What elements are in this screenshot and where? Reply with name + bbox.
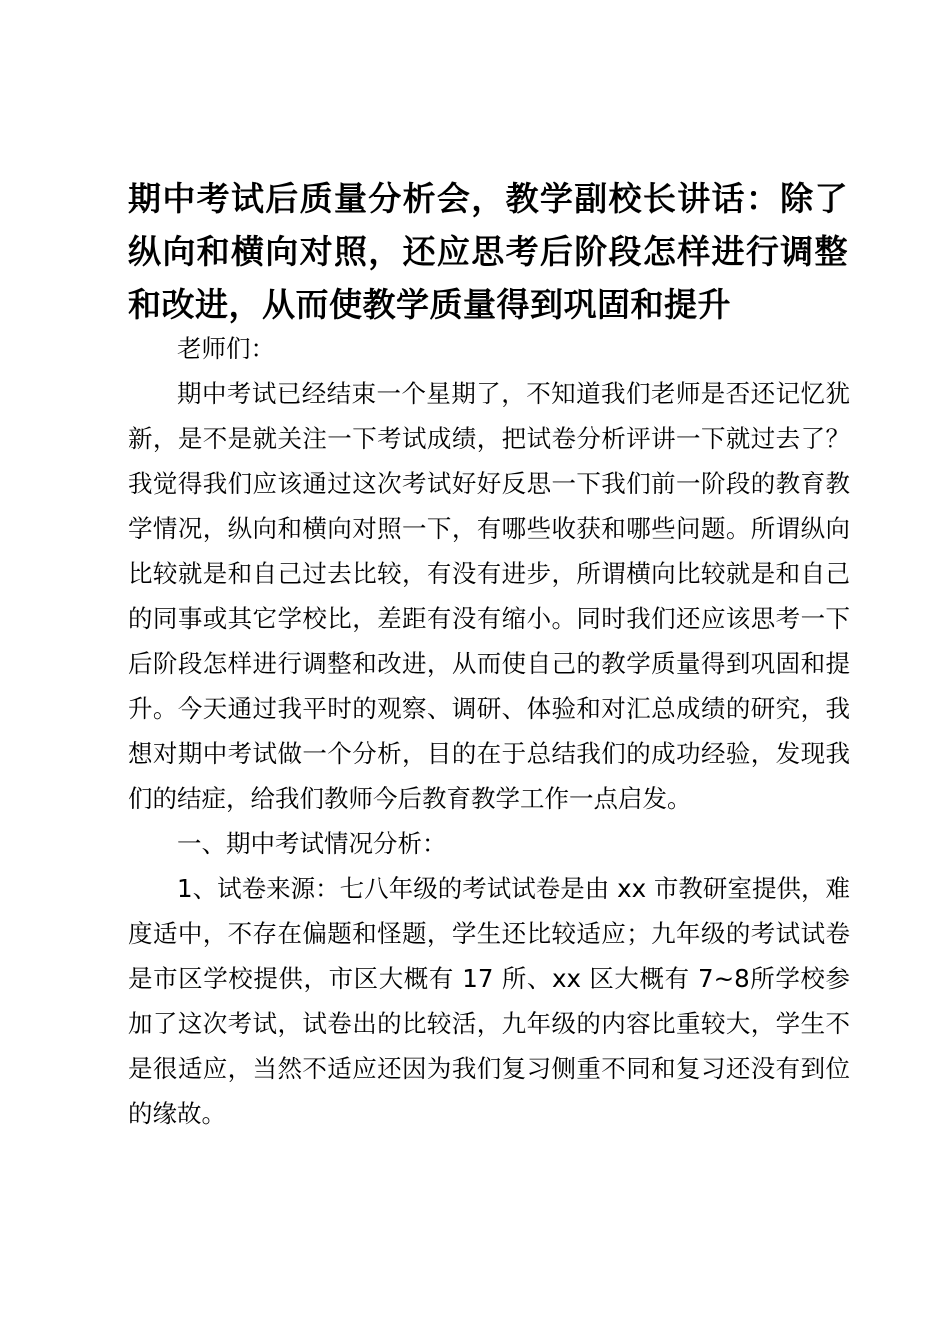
section-heading: 一、期中考试情况分析：	[177, 829, 447, 858]
salutation: 老师们：	[177, 334, 275, 363]
document-body	[128, 326, 850, 1136]
paragraph-exam-source: 1、试卷来源：七八年级的考试试卷是由 xx 市教研室提供，难度适中，不存在偏题和怪题，学生还比较适应；九年级的考试试卷是市区学校提供，市区大概有 17 所、xx 区大概有 7~8所学校参加了这次考试，试卷出的比较活，九年级的内容比重较大，学生不是很适应，当然不适应还因为我们复习侧重不同和复习还没有到位的缘故。	[128, 874, 850, 1128]
document-title: 期中考试后质量分析会，教学副校长讲话：除了纵向和横向对照，还应思考后阶段怎样进行调整和改进，从而使教学质量得到巩固和提升	[128, 179, 848, 324]
paragraph-intro: 期中考试已经结束一个星期了，不知道我们老师是否还记忆犹新，是不是就关注一下考试成绩，把试卷分析评讲一下就过去了？我觉得我们应该通过这次考试好好反思一下我们前一阶段的教育教学情况，纵向和横向对照一下，有哪些收获和哪些问题。所谓纵向比较就是和自己过去比较，有没有进步，所谓横向比较就是和自己的同事或其它学校比，差距有没有缩小。同时我们还应该思考一下后阶段怎样进行调整和改进，从而使自己的教学质量得到巩固和提升。今天通过我平时的观察、调研、体验和对汇总成绩的研究，我想对期中考试做一个分析，目的在于总结我们的成功经验，发现我们的结症，给我们教师今后教育教学工作一点启发。	[128, 379, 850, 813]
